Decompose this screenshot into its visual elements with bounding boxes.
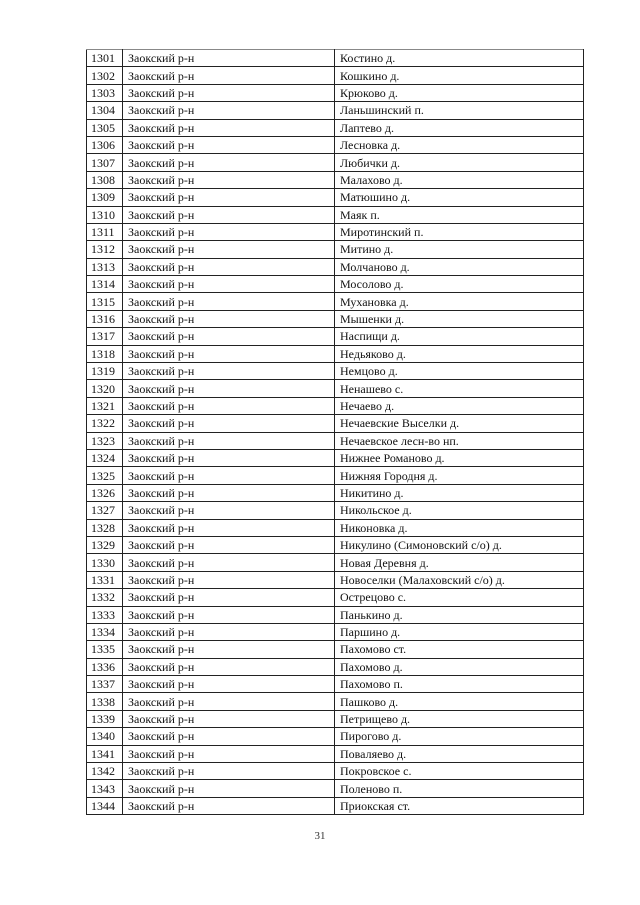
settlement-cell: Митино д. — [335, 241, 584, 258]
settlement-cell: Любички д. — [335, 154, 584, 171]
table-row — [87, 623, 584, 640]
table-row — [87, 589, 584, 606]
table-row — [87, 780, 584, 797]
table-row — [87, 345, 584, 362]
row-number-cell: 1342 — [87, 763, 123, 780]
district-cell: Заокский р-н — [123, 189, 335, 206]
row-number-cell: 1333 — [87, 606, 123, 623]
table-row — [87, 519, 584, 536]
page-number: 31 — [314, 830, 326, 842]
table-row — [87, 223, 584, 240]
row-number-cell: 1321 — [87, 397, 123, 414]
district-cell: Заокский р-н — [123, 519, 335, 536]
row-number-cell: 1329 — [87, 536, 123, 553]
district-cell: Заокский р-н — [123, 502, 335, 519]
settlement-cell: Никольское д. — [335, 502, 584, 519]
table-row — [87, 554, 584, 571]
district-cell: Заокский р-н — [123, 571, 335, 588]
row-number-cell: 1338 — [87, 693, 123, 710]
row-number-cell: 1326 — [87, 484, 123, 501]
district-cell: Заокский р-н — [123, 676, 335, 693]
row-number-cell: 1309 — [87, 189, 123, 206]
district-cell: Заокский р-н — [123, 745, 335, 762]
district-cell: Заокский р-н — [123, 154, 335, 171]
table-row — [87, 189, 584, 206]
district-cell: Заокский р-н — [123, 276, 335, 293]
settlement-cell: Нижняя Городня д. — [335, 467, 584, 484]
table-row — [87, 206, 584, 223]
row-number-cell: 1334 — [87, 623, 123, 640]
row-number-cell: 1312 — [87, 241, 123, 258]
district-cell: Заокский р-н — [123, 693, 335, 710]
row-number-cell: 1307 — [87, 154, 123, 171]
settlement-cell: Паршино д. — [335, 623, 584, 640]
settlement-cell: Кошкино д. — [335, 67, 584, 84]
district-cell: Заокский р-н — [123, 310, 335, 327]
row-number-cell: 1327 — [87, 502, 123, 519]
table-row — [87, 154, 584, 171]
table-row — [87, 536, 584, 553]
table-row — [87, 328, 584, 345]
district-cell: Заокский р-н — [123, 415, 335, 432]
district-cell: Заокский р-н — [123, 710, 335, 727]
row-number-cell: 1340 — [87, 728, 123, 745]
settlement-cell: Новоселки (Малаховский с/о) д. — [335, 571, 584, 588]
row-number-cell: 1313 — [87, 258, 123, 275]
row-number-cell: 1315 — [87, 293, 123, 310]
district-cell: Заокский р-н — [123, 641, 335, 658]
row-number-cell: 1318 — [87, 345, 123, 362]
settlement-cell: Ненашево с. — [335, 380, 584, 397]
district-cell: Заокский р-н — [123, 363, 335, 380]
row-number-cell: 1308 — [87, 171, 123, 188]
table-row — [87, 380, 584, 397]
row-number-cell: 1301 — [87, 50, 123, 67]
settlement-cell: Немцово д. — [335, 363, 584, 380]
settlement-cell: Миротинский п. — [335, 223, 584, 240]
district-cell: Заокский р-н — [123, 293, 335, 310]
district-cell: Заокский р-н — [123, 536, 335, 553]
settlement-cell: Малахово д. — [335, 171, 584, 188]
row-number-cell: 1330 — [87, 554, 123, 571]
settlement-cell: Никитино д. — [335, 484, 584, 501]
table-row — [87, 310, 584, 327]
row-number-cell: 1336 — [87, 658, 123, 675]
table-row — [87, 119, 584, 136]
row-number-cell: 1310 — [87, 206, 123, 223]
settlement-cell: Петрищево д. — [335, 710, 584, 727]
district-cell: Заокский р-н — [123, 119, 335, 136]
row-number-cell: 1324 — [87, 449, 123, 466]
settlement-cell: Нечаевское лесн-во нп. — [335, 432, 584, 449]
settlement-cell: Недьяково д. — [335, 345, 584, 362]
table-row — [87, 763, 584, 780]
table-row — [87, 136, 584, 153]
settlement-cell: Поленово п. — [335, 780, 584, 797]
settlement-cell: Пахомово д. — [335, 658, 584, 675]
district-cell: Заокский р-н — [123, 589, 335, 606]
table-row — [87, 641, 584, 658]
table-row — [87, 84, 584, 101]
table-row — [87, 797, 584, 814]
table-row — [87, 293, 584, 310]
settlement-cell: Крюково д. — [335, 84, 584, 101]
district-cell: Заокский р-н — [123, 67, 335, 84]
row-number-cell: 1305 — [87, 119, 123, 136]
table-row — [87, 606, 584, 623]
settlement-cell: Маяк п. — [335, 206, 584, 223]
table-row — [87, 363, 584, 380]
district-cell: Заокский р-н — [123, 397, 335, 414]
district-cell: Заокский р-н — [123, 728, 335, 745]
settlement-cell: Никулино (Симоновский с/о) д. — [335, 536, 584, 553]
district-cell: Заокский р-н — [123, 763, 335, 780]
district-cell: Заокский р-н — [123, 328, 335, 345]
settlement-cell: Наспищи д. — [335, 328, 584, 345]
settlement-cell: Панькино д. — [335, 606, 584, 623]
district-cell: Заокский р-н — [123, 223, 335, 240]
settlement-cell: Пахомово п. — [335, 676, 584, 693]
row-number-cell: 1337 — [87, 676, 123, 693]
district-cell: Заокский р-н — [123, 623, 335, 640]
settlement-cell: Новая Деревня д. — [335, 554, 584, 571]
row-number-cell: 1331 — [87, 571, 123, 588]
table-row — [87, 432, 584, 449]
table-row — [87, 397, 584, 414]
row-number-cell: 1319 — [87, 363, 123, 380]
row-number-cell: 1325 — [87, 467, 123, 484]
district-cell: Заокский р-н — [123, 258, 335, 275]
settlement-cell: Пирогово д. — [335, 728, 584, 745]
row-number-cell: 1341 — [87, 745, 123, 762]
district-cell: Заокский р-н — [123, 241, 335, 258]
row-number-cell: 1332 — [87, 589, 123, 606]
table-row — [87, 728, 584, 745]
table-row — [87, 276, 584, 293]
district-cell: Заокский р-н — [123, 432, 335, 449]
settlement-cell: Острецово с. — [335, 589, 584, 606]
row-number-cell: 1316 — [87, 310, 123, 327]
settlement-cell: Пахомово ст. — [335, 641, 584, 658]
row-number-cell: 1344 — [87, 797, 123, 814]
district-cell: Заокский р-н — [123, 345, 335, 362]
district-cell: Заокский р-н — [123, 658, 335, 675]
settlement-cell: Приокская ст. — [335, 797, 584, 814]
district-cell: Заокский р-н — [123, 102, 335, 119]
table-row — [87, 467, 584, 484]
row-number-cell: 1306 — [87, 136, 123, 153]
settlement-cell: Матюшино д. — [335, 189, 584, 206]
table-row — [87, 449, 584, 466]
settlement-cell: Никоновка д. — [335, 519, 584, 536]
district-cell: Заокский р-н — [123, 606, 335, 623]
table-row — [87, 571, 584, 588]
settlement-cell: Ланьшинский п. — [335, 102, 584, 119]
district-cell: Заокский р-н — [123, 554, 335, 571]
settlement-cell: Молчаново д. — [335, 258, 584, 275]
row-number-cell: 1335 — [87, 641, 123, 658]
table-row — [87, 258, 584, 275]
district-cell: Заокский р-н — [123, 797, 335, 814]
district-cell: Заокский р-н — [123, 50, 335, 67]
district-cell: Заокский р-н — [123, 136, 335, 153]
row-number-cell: 1339 — [87, 710, 123, 727]
district-cell: Заокский р-н — [123, 449, 335, 466]
row-number-cell: 1320 — [87, 380, 123, 397]
settlement-cell: Поваляево д. — [335, 745, 584, 762]
row-number-cell: 1328 — [87, 519, 123, 536]
table-row — [87, 241, 584, 258]
settlement-cell: Нечаево д. — [335, 397, 584, 414]
district-cell: Заокский р-н — [123, 380, 335, 397]
row-number-cell: 1303 — [87, 84, 123, 101]
row-number-cell: 1302 — [87, 67, 123, 84]
table-row — [87, 102, 584, 119]
table-row — [87, 658, 584, 675]
district-cell: Заокский р-н — [123, 484, 335, 501]
row-number-cell: 1343 — [87, 780, 123, 797]
table-row — [87, 67, 584, 84]
row-number-cell: 1323 — [87, 432, 123, 449]
settlement-cell: Лаптево д. — [335, 119, 584, 136]
settlement-cell: Мухановка д. — [335, 293, 584, 310]
district-cell: Заокский р-н — [123, 206, 335, 223]
settlement-cell: Нечаевские Выселки д. — [335, 415, 584, 432]
table-row — [87, 710, 584, 727]
settlement-cell: Пашково д. — [335, 693, 584, 710]
settlement-cell: Покровское с. — [335, 763, 584, 780]
table-row — [87, 502, 584, 519]
table-row — [87, 50, 584, 67]
district-cell: Заокский р-н — [123, 84, 335, 101]
row-number-cell: 1311 — [87, 223, 123, 240]
settlements-table — [86, 49, 584, 815]
row-number-cell: 1314 — [87, 276, 123, 293]
table-row — [87, 415, 584, 432]
table-row — [87, 745, 584, 762]
settlement-cell: Костино д. — [335, 50, 584, 67]
district-cell: Заокский р-н — [123, 171, 335, 188]
district-cell: Заокский р-н — [123, 780, 335, 797]
settlement-cell: Лесновка д. — [335, 136, 584, 153]
row-number-cell: 1317 — [87, 328, 123, 345]
table-row — [87, 171, 584, 188]
table-row — [87, 676, 584, 693]
row-number-cell: 1322 — [87, 415, 123, 432]
settlement-cell: Нижнее Романово д. — [335, 449, 584, 466]
settlement-cell: Мосолово д. — [335, 276, 584, 293]
settlements-table-body — [87, 50, 584, 815]
district-cell: Заокский р-н — [123, 467, 335, 484]
row-number-cell: 1304 — [87, 102, 123, 119]
table-row — [87, 693, 584, 710]
settlement-cell: Мышенки д. — [335, 310, 584, 327]
table-row — [87, 484, 584, 501]
